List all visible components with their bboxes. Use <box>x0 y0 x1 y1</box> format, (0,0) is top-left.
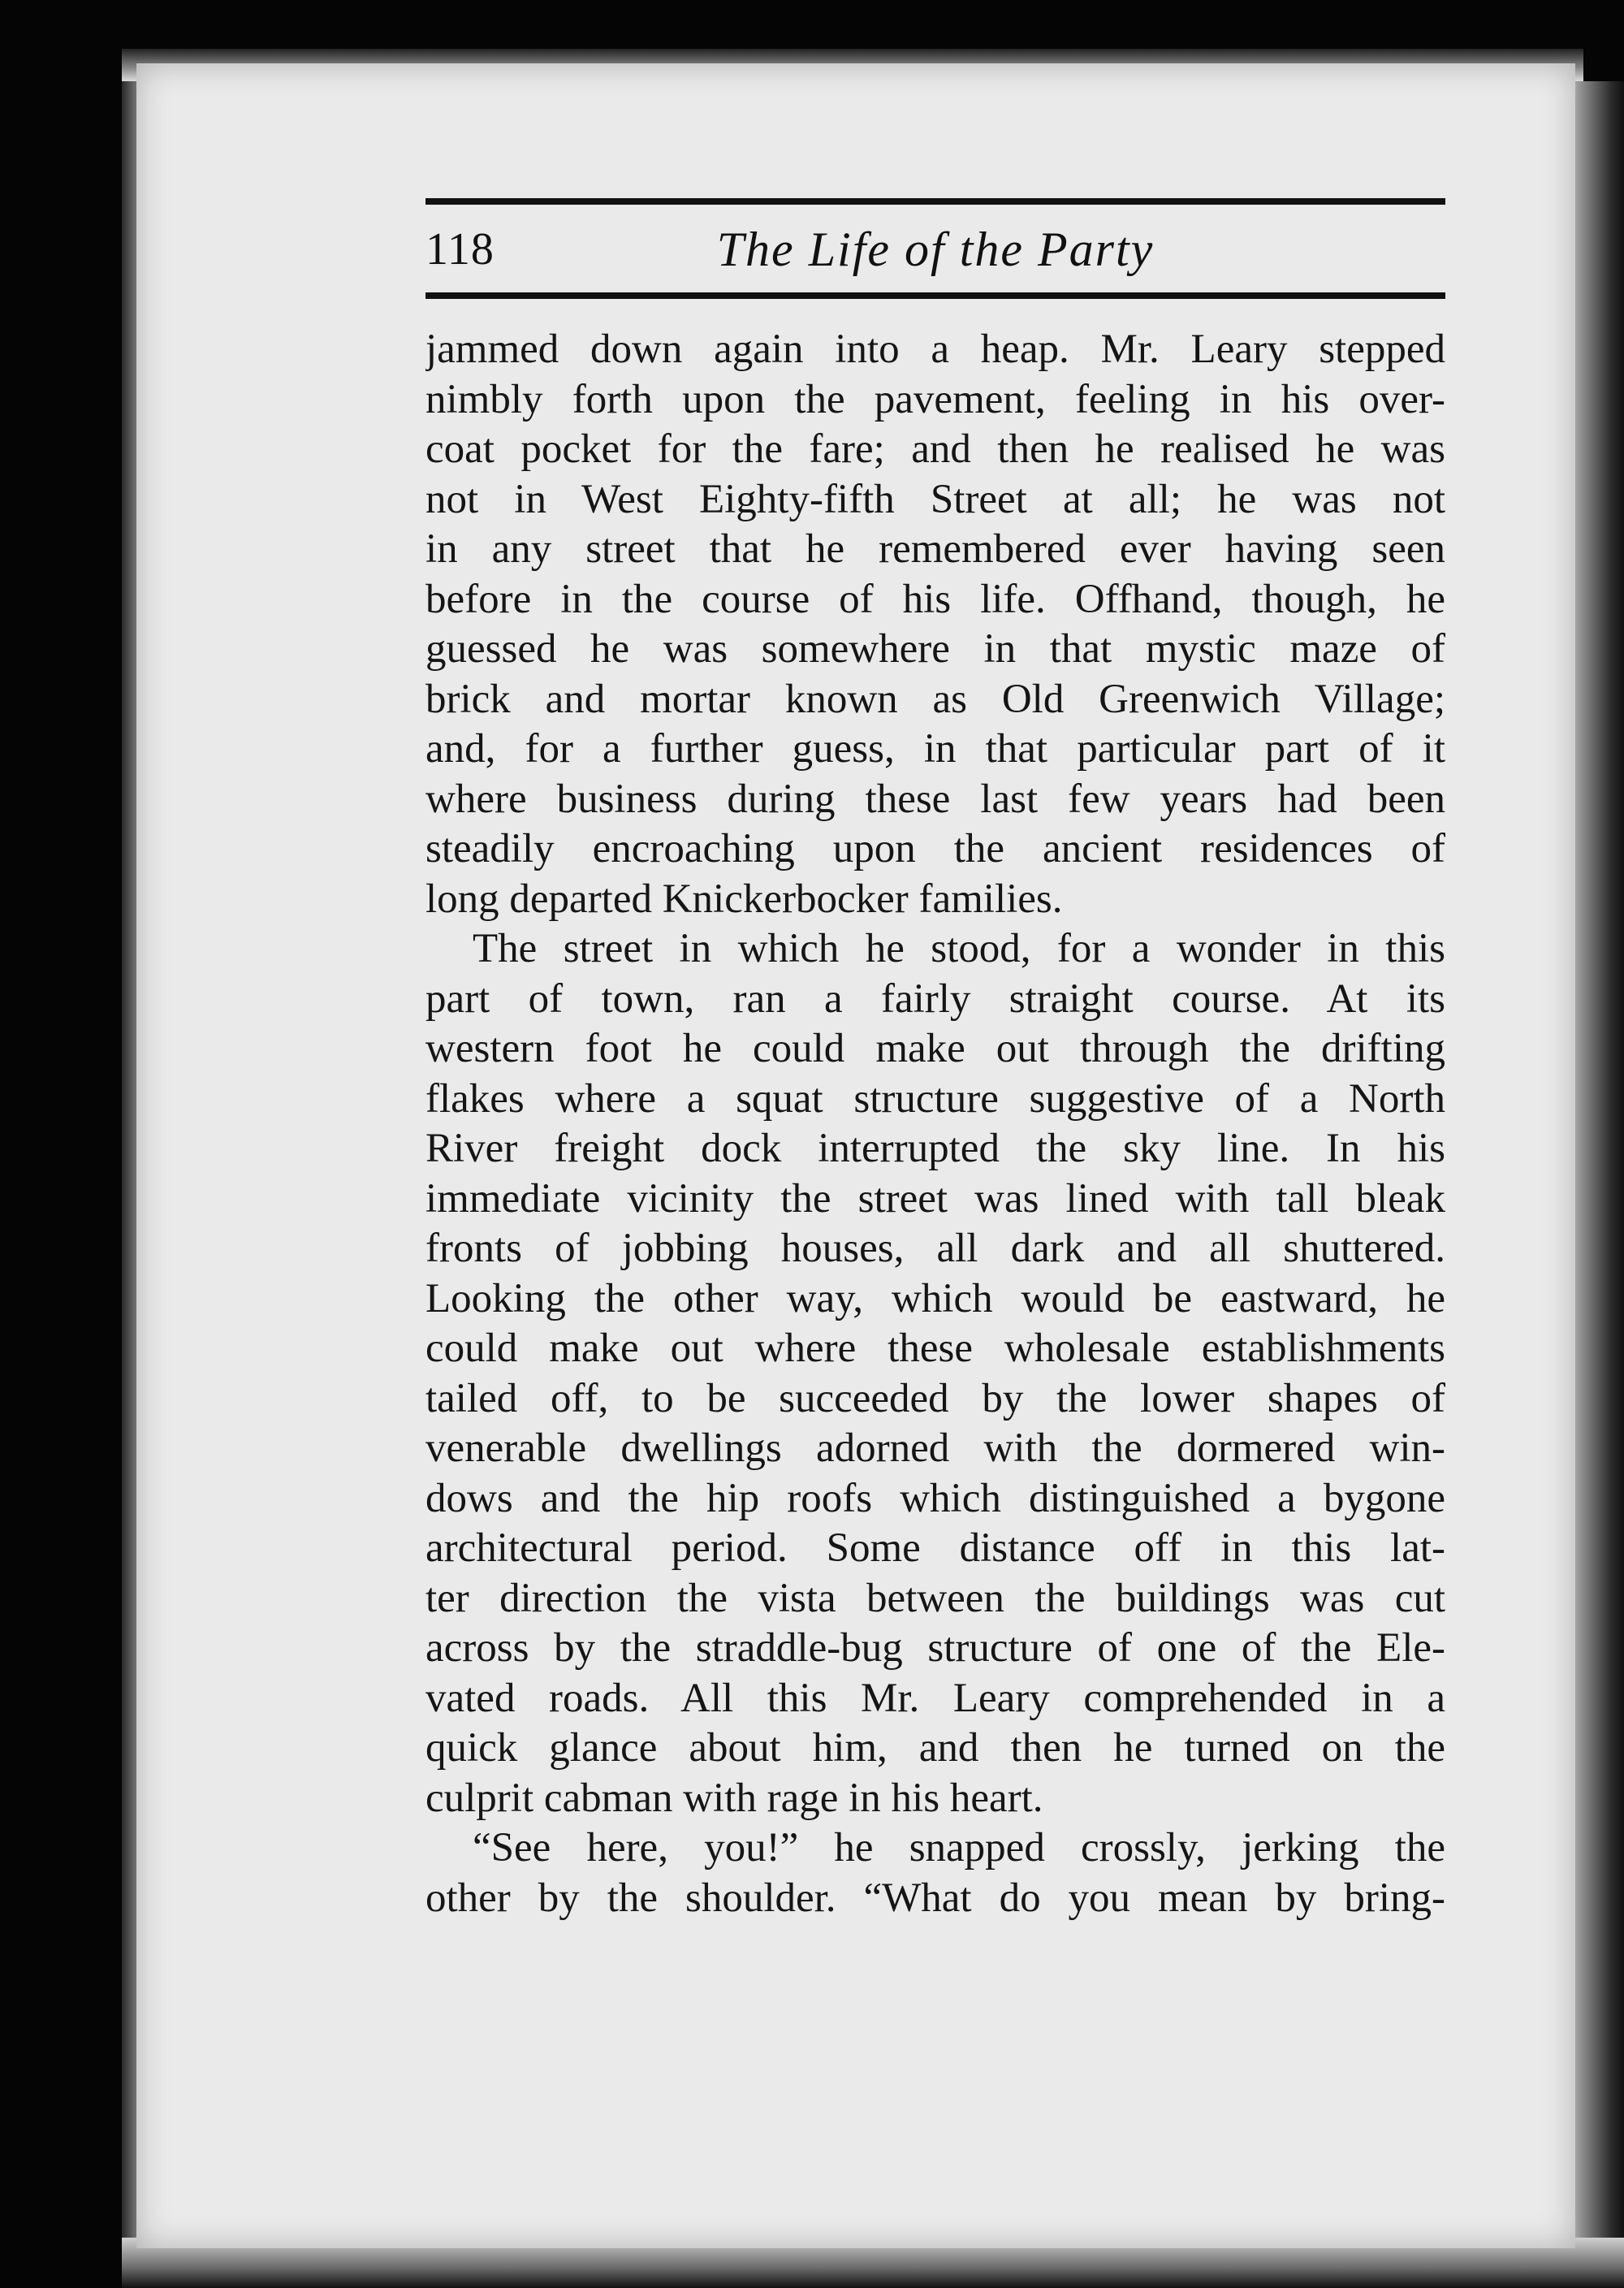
text-line: tailed off, to be succeeded by the lower shapes of <box>425 1375 1445 1421</box>
text-line: ter direction the vista between the buildings was cut <box>425 1575 1445 1621</box>
text-line: Looking the other way, which would be eastward, he <box>425 1275 1445 1321</box>
text-line: nimbly forth upon the pavement, feeling in his over- <box>425 376 1445 422</box>
text-line: jammed down again into a heap. Mr. Leary stepped <box>425 327 1445 372</box>
text-line: venerable dwellings adorned with the dormered win- <box>425 1425 1445 1471</box>
text-line: quick glance about him, and then he turned on the <box>425 1725 1445 1771</box>
text-line: guessed he was somewhere in that mystic maze of <box>425 626 1445 672</box>
text-line: across by the straddle-bug structure of one of the Ele- <box>425 1625 1445 1671</box>
text-line: and, for a further guess, in that particular part of it <box>425 726 1445 772</box>
body-text <box>425 325 1445 1923</box>
text-line: architectural period. Some distance off in this lat- <box>425 1525 1445 1571</box>
page-number: 118 <box>425 224 495 275</box>
text-line: immediate vicinity the street was lined with tall bleak <box>425 1175 1445 1222</box>
header-rule-bottom <box>425 292 1445 299</box>
text-line: coat pocket for the fare; and then he realised he was <box>425 426 1445 472</box>
text-line: flakes where a squat structure suggestive of a North <box>425 1075 1445 1122</box>
text-line: River freight dock interrupted the sky line. In his <box>425 1126 1445 1171</box>
text-line: steadily encroaching upon the ancient residences of <box>425 826 1445 872</box>
text-line: before in the course of his life. Offhand, though, he <box>425 576 1445 622</box>
text-line: dows and the hip roofs which distinguished a bygone <box>425 1475 1445 1521</box>
text-line: culprit cabman with rage in his heart. <box>425 1775 1043 1821</box>
running-title: The Life of the Party <box>716 222 1155 276</box>
text-line: fronts of jobbing houses, all dark and all shuttered. <box>425 1226 1445 1271</box>
text-line: western foot he could make out through the drifting <box>425 1026 1445 1071</box>
text-line: brick and mortar known as Old Greenwich Village; <box>425 676 1445 722</box>
text-line: not in West Eighty-fifth Street at all; he was not <box>425 476 1445 522</box>
text-line: could make out where these wholesale establishments <box>425 1326 1445 1371</box>
text-line: in any street that he remembered ever having seen <box>425 526 1445 572</box>
text-line: “See here, you!” he snapped crossly, jerking the <box>473 1825 1445 1871</box>
text-line: part of town, ran a fairly straight course. At its <box>425 975 1445 1022</box>
text-line: vated roads. All this Mr. Leary comprehended in a <box>425 1675 1445 1721</box>
header-rule-top <box>425 198 1445 205</box>
text-line: where business during these last few years had been <box>425 776 1445 822</box>
page-header <box>425 213 1445 286</box>
text-line: other by the shoulder. “What do you mean by bring- <box>425 1875 1445 1921</box>
text-line: long departed Knickerbocker families. <box>425 876 1063 922</box>
text-line: The street in which he stood, for a wonder in this <box>473 926 1445 971</box>
